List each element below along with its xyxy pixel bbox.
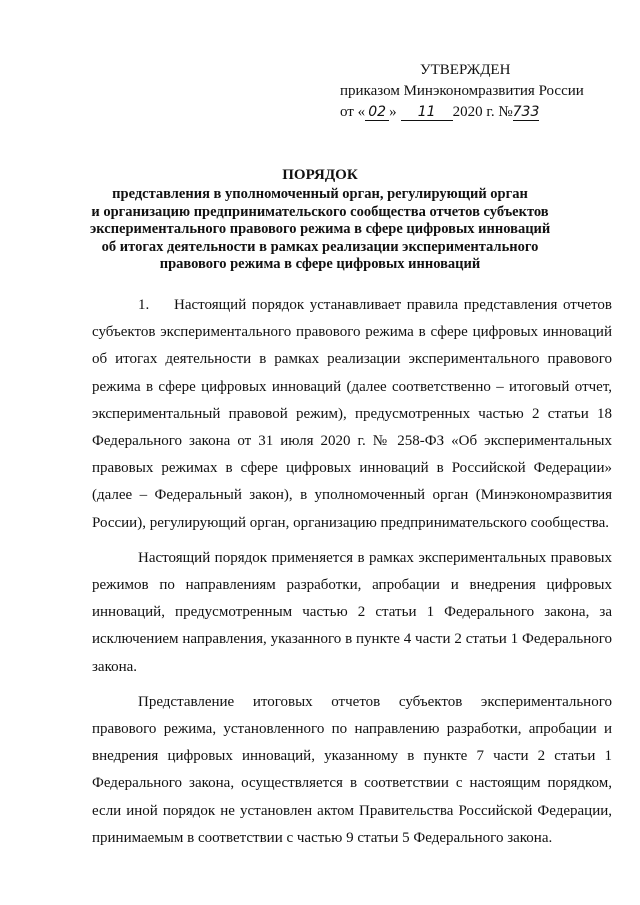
document-body: [92, 292, 612, 860]
handwritten-month: 11: [401, 104, 453, 121]
body-paragraph: [92, 689, 612, 852]
subtitle-line: правового режима в сфере цифровых инноваций: [159, 256, 481, 272]
subtitle-line: экспериментального правового режима в сфере цифровых инноваций: [90, 221, 551, 237]
date-year-text: 2020 г. №: [452, 104, 513, 120]
approval-heading: УТВЕРЖДЕН: [420, 62, 511, 78]
paragraph-text: Настоящий порядок применяется в рамках экспериментальных правовых режимов по направлениям разработки, апробации и внедрения цифровых инноваций, предусмотренным частью 2 статьи 1 Федерального закона, за исключением направления, указанного в пункте 4 части 2 статьи 1 Федерального закона.: [92, 549, 612, 675]
approval-date-line: [340, 102, 640, 123]
approval-stamp: [340, 60, 640, 123]
date-quote-close: »: [389, 104, 397, 120]
document-title: ПОРЯДОК: [282, 167, 358, 183]
approval-issuer: приказом Минэкономразвития России: [340, 83, 584, 99]
subtitle-line: и организацию предпринимательского сообщества отчетов субъектов: [91, 203, 549, 220]
handwritten-day: 02: [365, 104, 389, 121]
body-paragraph: [92, 545, 612, 681]
subtitle-line: об итогах деятельности в рамках реализации экспериментального: [101, 238, 539, 255]
paragraph-text: Настоящий порядок устанавливает правила представления отчетов субъектов экспериментального правового режима в сфере цифровых инноваций об итогах деятельности в рамках реализации экспериментального правового режима в сфере цифровых инноваций (далее соответственно – итоговый отчет, экспериментальный правовой режим), предусмотренных частью 2 статьи 18 Федерального закона от 31 июля 2020 г. № 258-ФЗ «Об экспериментальных правовых режимах в сфере цифровых инноваций в Российской Федерации» (далее – Федеральный закон), в уполномоченный орган (Минэкономразвития России), регулирующий орган, организацию предпринимательского сообщества.: [92, 297, 612, 531]
body-paragraph: [92, 292, 612, 537]
handwritten-order-number: 733: [512, 104, 540, 120]
paragraph-text: Представление итоговых отчетов субъектов экспериментального правового режима, установленного по направлению разработки, апробации и внедрения цифровых инноваций, указанному в пункте 7 части 2 статьи 1 Федерального закона, осуществляется в соответствии с настоящим порядком, если иной порядок не установлен актом Правительства Российской Федерации, принимаемым в соответствии с частью 9 статьи 5 Федерального закона.: [92, 693, 612, 846]
paragraph-number: 1.: [138, 297, 150, 313]
subtitle-line: представления в уполномоченный орган, регулирующий орган: [112, 186, 528, 202]
document-subtitle: [90, 186, 550, 274]
date-prefix: от «: [340, 104, 366, 120]
